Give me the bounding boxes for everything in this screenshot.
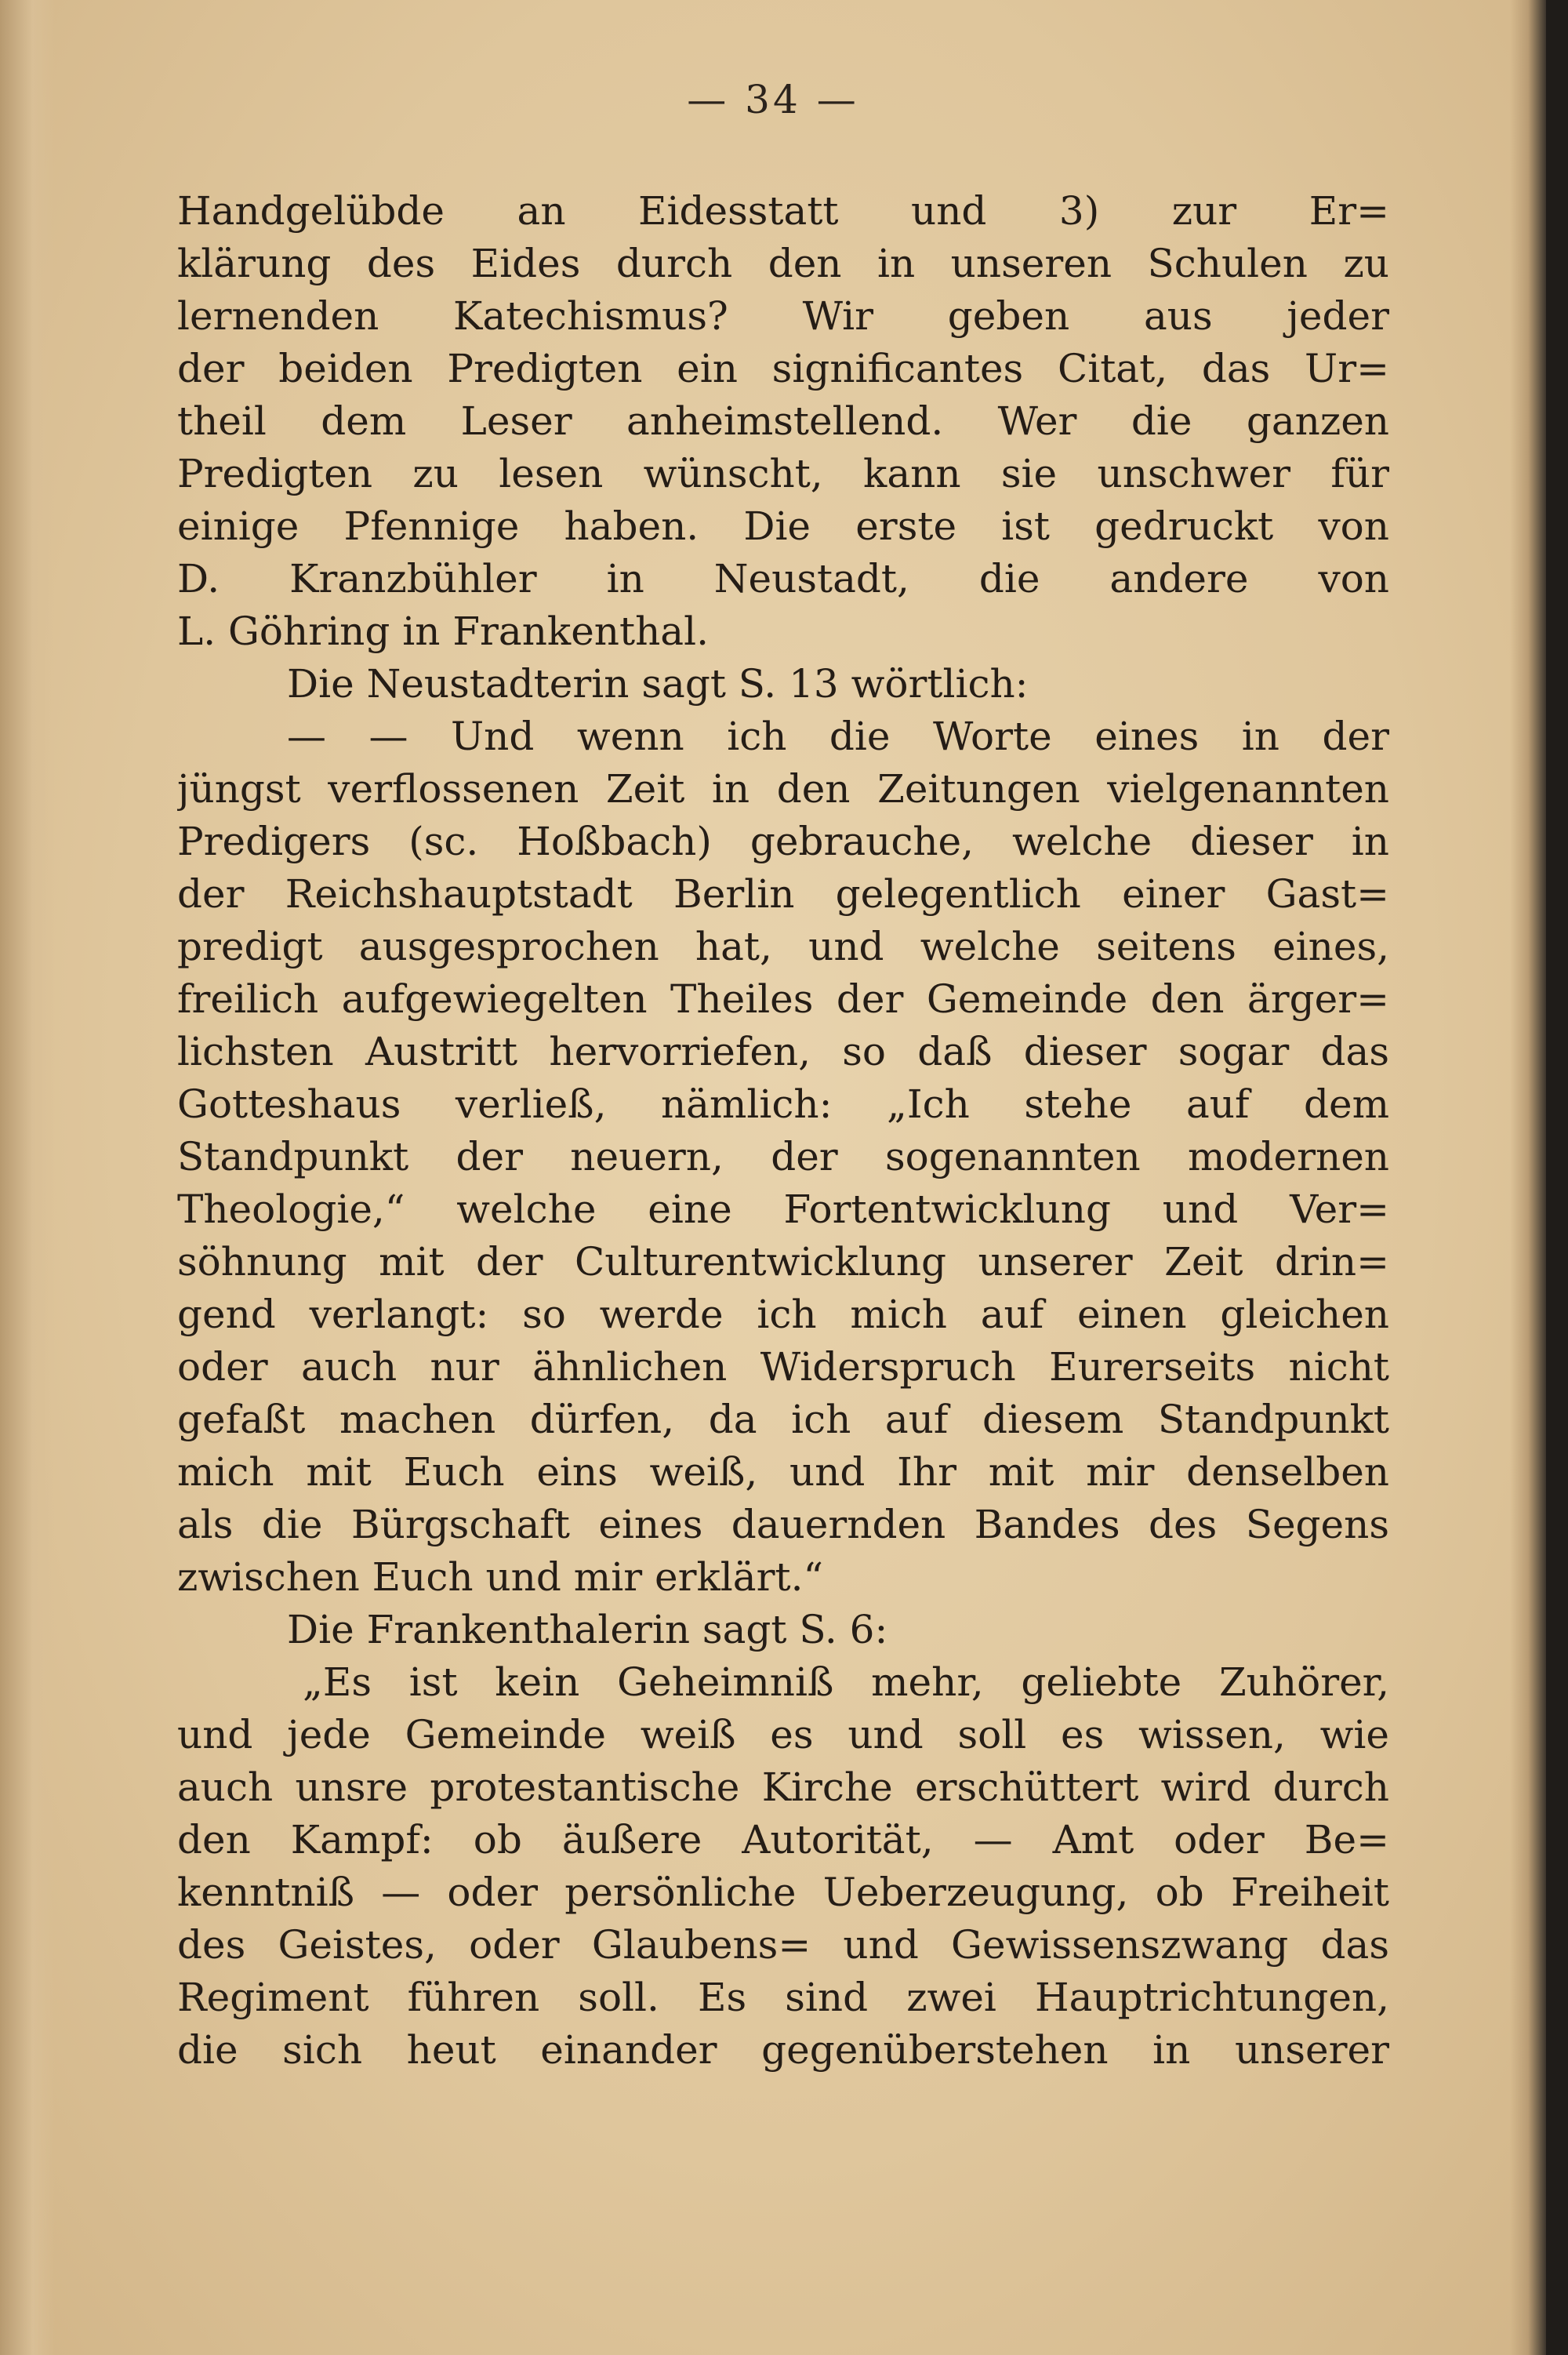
text-line: Die Neustadterin sagt S. 13 wörtlich: <box>287 661 1029 707</box>
text-line: freilich aufgewiegelten Theiles der Gemeinde den ärger= <box>177 976 1389 1022</box>
text-line: jüngst verflossenen Zeit in den Zeitungen vielgenannten <box>177 766 1389 812</box>
text-line: die sich heut einander gegenüberstehen in unserer <box>177 2027 1389 2073</box>
page-edge-shadow <box>1510 0 1546 2355</box>
text-line: L. Göhring in Frankenthal. <box>177 609 710 654</box>
text-line: der Reichshauptstadt Berlin gelegentlich einer Gast= <box>177 871 1389 917</box>
text-line: mich mit Euch eins weiß, und Ihr mit mir denselben <box>177 1449 1389 1495</box>
text-line: gend verlangt: so werde ich mich auf einen gleichen <box>177 1292 1389 1337</box>
body-text <box>177 185 1389 2077</box>
text-line: oder auch nur ähnlichen Widerspruch Eurerseits nicht <box>177 1344 1389 1390</box>
text-line: söhnung mit der Culturentwicklung unserer Zeit drin= <box>177 1239 1389 1285</box>
text-line: klärung des Eides durch den in unseren Schulen zu <box>177 241 1389 286</box>
text-line: den Kampf: ob äußere Autorität, — Amt oder Be= <box>177 1817 1389 1863</box>
text-line: — — Und wenn ich die Worte eines in der <box>287 714 1389 759</box>
book-binding <box>1546 0 1568 2355</box>
text-line: Predigten zu lesen wünscht, kann sie unschwer für <box>177 451 1389 496</box>
page-gutter-shadow <box>0 0 55 2355</box>
text-line: D. Kranzbühler in Neustadt, die andere von <box>177 556 1389 601</box>
text-line: Regiment führen soll. Es sind zwei Hauptrichtungen, <box>177 1975 1389 2020</box>
text-line: des Geistes, oder Glaubens= und Gewissenszwang das <box>177 1922 1389 1968</box>
text-line: kenntniß — oder persönliche Ueberzeugung, ob Freiheit <box>177 1870 1389 1915</box>
text-line: Standpunkt der neuern, der sogenannten modernen <box>177 1134 1389 1179</box>
text-line: Theologie,“ welche eine Fortentwicklung und Ver= <box>177 1187 1389 1232</box>
text-line: einige Pfennige haben. Die erste ist gedruckt von <box>177 503 1389 549</box>
text-line: auch unsre protestantische Kirche erschüttert wird durch <box>177 1764 1389 1810</box>
text-line: und jede Gemeinde weiß es und soll es wissen, wie <box>177 1712 1389 1757</box>
text-line: „Es ist kein Geheimniß mehr, geliebte Zuhörer, <box>303 1659 1389 1705</box>
text-line: theil dem Leser anheimstellend. Wer die ganzen <box>177 398 1389 444</box>
text-line: lichsten Austritt hervorriefen, so daß dieser sogar das <box>177 1029 1389 1074</box>
text-line: Die Frankenthalerin sagt S. 6: <box>287 1607 888 1652</box>
text-line: zwischen Euch und mir erklärt.“ <box>177 1554 824 1600</box>
text-line: der beiden Predigten ein significantes Citat, das Ur= <box>177 346 1389 391</box>
text-line: Predigers (sc. Hoßbach) gebrauche, welche dieser in <box>177 819 1389 864</box>
text-line: als die Bürgschaft eines dauernden Bandes des Segens <box>177 1502 1389 1547</box>
text-line: gefaßt machen dürfen, da ich auf diesem Standpunkt <box>177 1397 1389 1442</box>
text-line: Handgelübde an Eidesstatt und 3) zur Er= <box>177 188 1389 234</box>
page-number: — 34 — <box>687 77 859 122</box>
text-line: lernenden Katechismus? Wir geben aus jeder <box>177 293 1389 339</box>
text-line: Gotteshaus verließ, nämlich: „Ich stehe auf dem <box>177 1081 1389 1127</box>
text-line: predigt ausgesprochen hat, und welche seitens eines, <box>177 924 1389 969</box>
